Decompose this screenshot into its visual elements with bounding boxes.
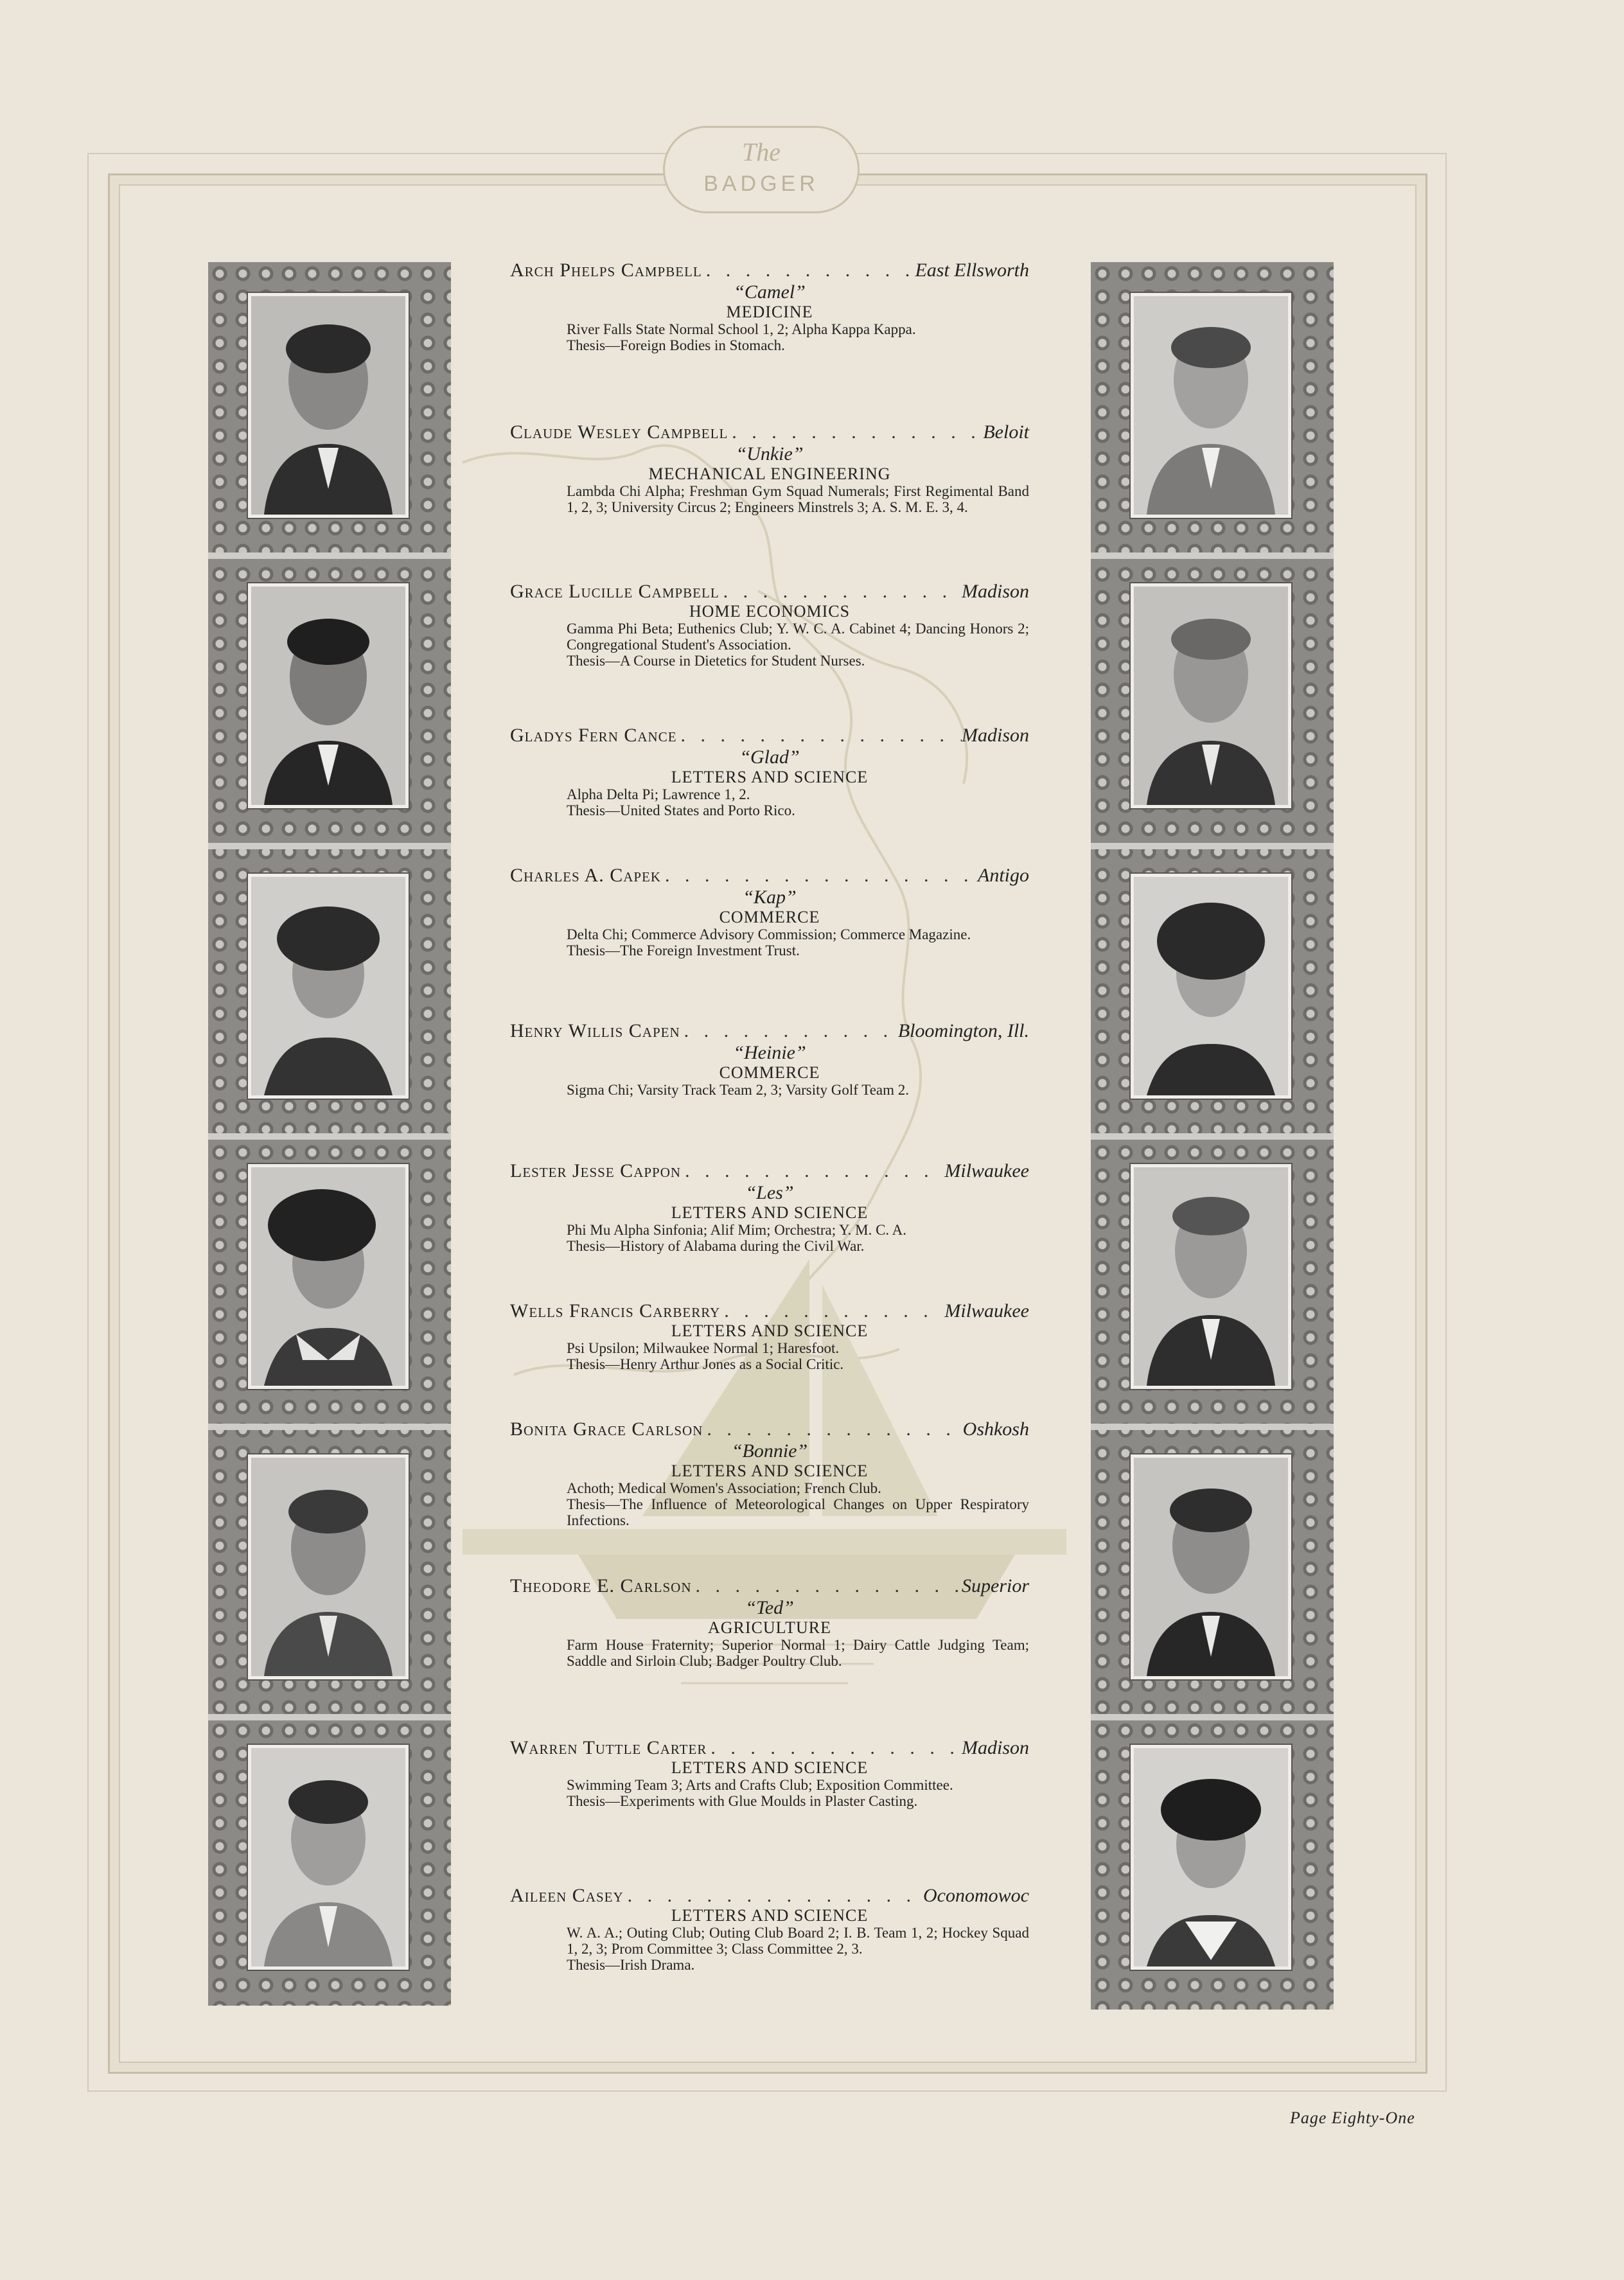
- student-course: AGRICULTURE: [707, 1618, 832, 1637]
- student-name: Aileen Casey: [510, 1885, 624, 1906]
- student-entry: [510, 581, 1029, 669]
- portrait-frame: [208, 552, 451, 843]
- crest-the: The: [742, 137, 781, 166]
- student-course: LETTERS AND SCIENCE: [671, 1203, 869, 1222]
- right-portrait-column: [1091, 262, 1334, 2010]
- student-course: LETTERS AND SCIENCE: [671, 768, 869, 786]
- student-course: LETTERS AND SCIENCE: [671, 1462, 869, 1480]
- student-details: Farm House Fraternity; Superior Normal 1; Dairy Cattle Judging Team; Saddle and Sirloin Club; Badger Poultry Club.: [567, 1637, 1029, 1669]
- student-entry: [510, 1418, 1029, 1528]
- student-entry: [510, 865, 1029, 959]
- student-hometown: Milwaukee: [944, 1160, 1029, 1181]
- student-nickname: “Glad”: [739, 747, 800, 768]
- student-name: Theodore E. Carlson: [510, 1575, 692, 1596]
- student-name: Bonita Grace Carlson: [510, 1418, 703, 1440]
- student-hometown: Antigo: [978, 865, 1029, 886]
- portrait-frame: [1091, 1424, 1334, 1714]
- student-nickname: “Les”: [745, 1182, 794, 1203]
- student-nickname: “Unkie”: [736, 443, 804, 464]
- portrait-photo: [248, 1745, 409, 1970]
- portrait-frame: [208, 843, 451, 1133]
- student-entry: [510, 1020, 1029, 1098]
- student-hometown: Madison: [962, 725, 1029, 746]
- student-name: Charles A. Capek: [510, 865, 662, 886]
- student-course: LETTERS AND SCIENCE: [671, 1321, 869, 1340]
- student-details: River Falls State Normal School 1, 2; Alpha Kappa Kappa. Thesis—Foreign Bodies in Stomach.: [567, 321, 916, 353]
- portrait-frame: [1091, 843, 1334, 1133]
- student-name: Warren Tuttle Carter: [510, 1737, 707, 1758]
- portrait-frame: [1091, 552, 1334, 843]
- portrait-photo: [248, 874, 409, 1099]
- student-entry: [510, 1160, 1029, 1254]
- student-course: LETTERS AND SCIENCE: [671, 1906, 869, 1925]
- student-nickname: “Bonnie”: [731, 1440, 808, 1462]
- portrait-photo: [1131, 583, 1291, 808]
- student-entry: [510, 1575, 1029, 1669]
- student-course: MEDICINE: [726, 303, 813, 321]
- student-details: Psi Upsilon; Milwaukee Normal 1; Haresfoot. Thesis—Henry Arthur Jones as a Social Critic.: [567, 1340, 844, 1372]
- student-details: Lambda Chi Alpha; Freshman Gym Squad Numerals; First Regimental Band 1, 2, 3; University Circus 2; Engineers Minstrels 3; A. S. M. E. 3, 4.: [567, 483, 1029, 515]
- student-name: Arch Phelps Campbell: [510, 260, 702, 281]
- portrait-frame: [208, 1424, 451, 1714]
- student-entry: [510, 725, 1029, 818]
- portrait-frame: [1091, 1714, 1334, 2004]
- portrait-photo: [248, 293, 409, 518]
- student-nickname: “Kap”: [743, 887, 797, 908]
- student-entry: [510, 421, 1029, 515]
- student-nickname: “Camel”: [734, 281, 806, 303]
- student-details: Delta Chi; Commerce Advisory Commission; Commerce Magazine. Thesis—The Foreign Investment Trust.: [567, 926, 971, 959]
- student-name: Gladys Fern Cance: [510, 725, 677, 746]
- student-entry: [510, 1885, 1029, 1973]
- student-nickname: “Ted”: [745, 1597, 794, 1618]
- portrait-frame: [208, 1133, 451, 1424]
- student-nickname: “Heinie”: [733, 1042, 806, 1063]
- left-portrait-column: [208, 262, 451, 2006]
- portrait-frame: [208, 1714, 451, 2004]
- portrait-photo: [1131, 1164, 1291, 1389]
- portrait-photo: [248, 1454, 409, 1679]
- student-hometown: Superior: [962, 1575, 1029, 1596]
- student-name: Henry Willis Capen: [510, 1020, 680, 1041]
- student-hometown: Bloomington, Ill.: [897, 1020, 1029, 1041]
- student-course: HOME ECONOMICS: [689, 602, 851, 621]
- student-hometown: Madison: [962, 1737, 1029, 1758]
- student-details: Sigma Chi; Varsity Track Team 2, 3; Varsity Golf Team 2.: [567, 1082, 910, 1098]
- student-details: Gamma Phi Beta; Euthenics Club; Y. W. C. A. Cabinet 4; Dancing Honors 2; Congregational Student's Association. Thesis—A Course in Dietetics for Student Nurses.: [567, 621, 1029, 669]
- student-hometown: East Ellsworth: [915, 260, 1029, 281]
- portrait-photo: [248, 1164, 409, 1389]
- student-entry: [510, 1737, 1029, 1809]
- badger-crest: [663, 126, 860, 213]
- student-hometown: Madison: [962, 581, 1029, 602]
- portrait-photo: [248, 583, 409, 808]
- portrait-photo: [1131, 874, 1291, 1099]
- portrait-frame: [1091, 1133, 1334, 1424]
- student-hometown: Beloit: [983, 421, 1029, 443]
- portrait-photo: [1131, 293, 1291, 518]
- student-entry: [510, 260, 1029, 353]
- student-course: COMMERCE: [719, 908, 820, 926]
- student-course: MECHANICAL ENGINEERING: [648, 464, 891, 483]
- student-course: COMMERCE: [719, 1063, 820, 1082]
- student-details: Achoth; Medical Women's Association; French Club. Thesis—The Influence of Meteorological Changes on Upper Respiratory Infections.: [567, 1480, 1029, 1528]
- student-name: Grace Lucille Campbell: [510, 581, 719, 602]
- student-hometown: Oconomowoc: [923, 1885, 1029, 1906]
- portrait-frame: [1091, 262, 1334, 552]
- student-details: Swimming Team 3; Arts and Crafts Club; Exposition Committee. Thesis—Experiments with Glue Moulds in Plaster Casting.: [567, 1777, 953, 1809]
- student-name: Wells Francis Carberry: [510, 1300, 721, 1321]
- crest-badger: BADGER: [703, 172, 819, 196]
- page-number: Page Eighty-One: [1290, 2108, 1415, 2127]
- student-name: Lester Jesse Cappon: [510, 1160, 682, 1181]
- portrait-photo: [1131, 1745, 1291, 1970]
- student-details: Phi Mu Alpha Sinfonia; Alif Mim; Orchestra; Y. M. C. A. Thesis—History of Alabama during the Civil War.: [567, 1222, 907, 1254]
- student-details: Alpha Delta Pi; Lawrence 1, 2. Thesis—United States and Porto Rico.: [567, 786, 795, 818]
- portrait-frame: [208, 262, 451, 552]
- student-entry: [510, 1300, 1029, 1372]
- student-details: W. A. A.; Outing Club; Outing Club Board 2; I. B. Team 1, 2; Hockey Squad 1, 2, 3; Prom Committee 3; Class Committee 2, 3. Thesis—Irish Drama.: [567, 1925, 1029, 1973]
- student-hometown: Oshkosh: [962, 1418, 1029, 1440]
- student-name: Claude Wesley Campbell: [510, 421, 728, 443]
- portrait-photo: [1131, 1454, 1291, 1679]
- student-course: LETTERS AND SCIENCE: [671, 1758, 869, 1777]
- student-hometown: Milwaukee: [944, 1300, 1029, 1321]
